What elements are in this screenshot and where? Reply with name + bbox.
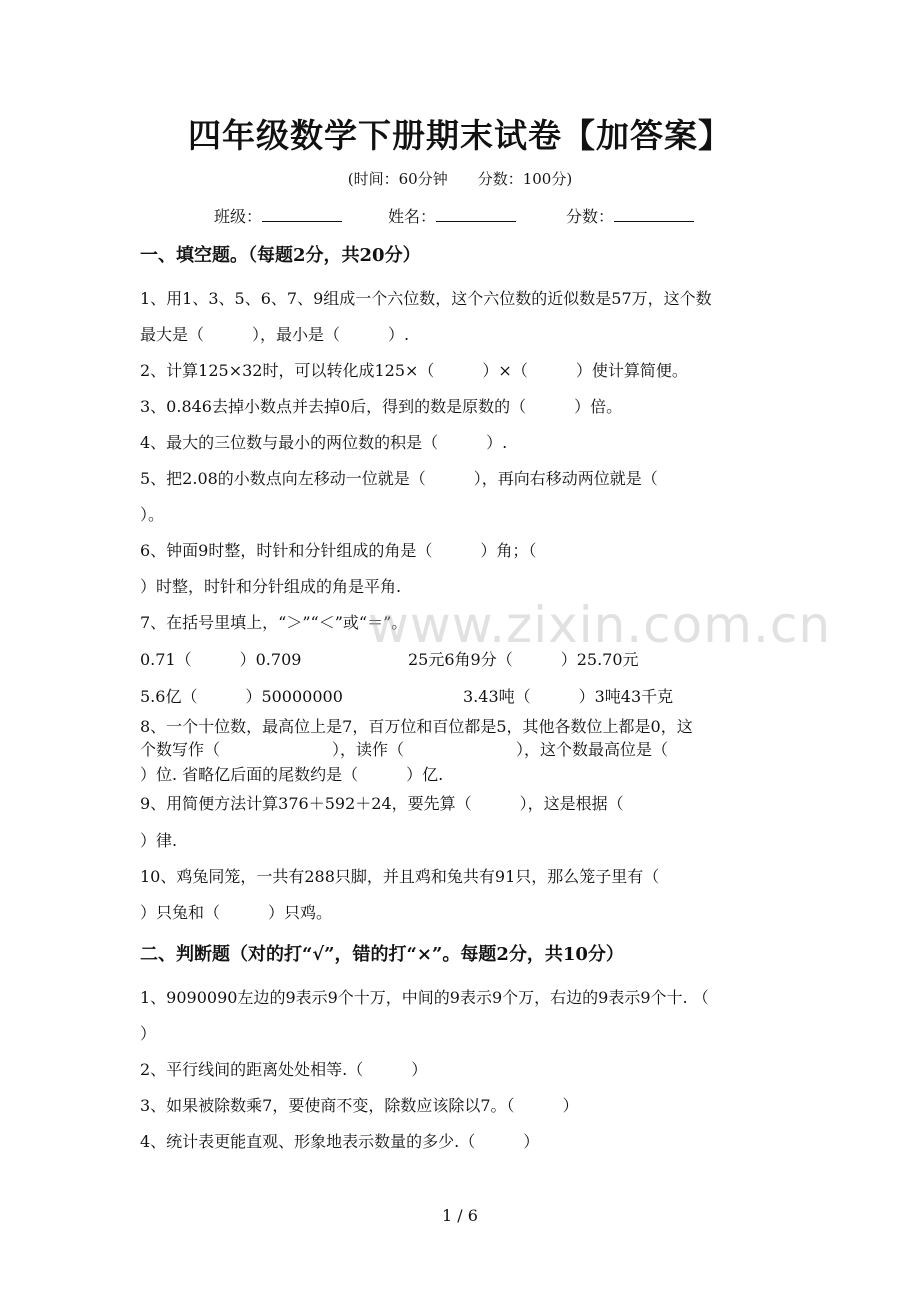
judgment-line: ）: [140, 1024, 157, 1043]
question-line: 9、用简便方法计算376＋592＋24，要先算（ ），这是根据（: [140, 794, 624, 813]
question-line: 个数写作（ ），读作（ ），这个数最高位是（: [140, 740, 669, 759]
comparison-item: 3.43吨（ ）3吨43千克: [463, 687, 674, 706]
name-field: [388, 204, 516, 227]
question-line: ）时整，时针和分针组成的角是平角.: [140, 577, 402, 596]
question-line: 2、计算125×32时，可以转化成125×（ ）×（ ）使计算简便。: [140, 361, 688, 380]
comparison-item: 5.6亿（ ）50000000: [140, 687, 343, 706]
score-field: [566, 204, 694, 227]
section2-heading: 二、判断题（对的打“√”，错的打“×”。每题2分，共10分）: [140, 944, 624, 965]
question-line: 1、用1、3、5、6、7、9组成一个六位数，这个六位数的近似数是57万，这个数: [140, 289, 712, 308]
comparison-item: 0.71（ ）0.709: [140, 650, 302, 669]
score-label: 分数：: [566, 207, 615, 226]
question-line: ）位. 省略亿后面的尾数约是（ ）亿.: [140, 765, 444, 784]
class-field: [214, 204, 342, 227]
class-label: 班级：: [214, 207, 263, 226]
page-number: 1 / 6: [442, 1206, 478, 1225]
judgment-line: 1、9090090左边的9表示9个十万，中间的9表示9个万，右边的9表示9个十. （: [140, 988, 709, 1007]
comparison-item: 25元6角9分（ ）25.70元: [408, 650, 639, 669]
name-blank: [436, 207, 516, 222]
question-line: 5、把2.08的小数点向左移动一位就是（ ），再向右移动两位就是（: [140, 469, 658, 488]
question-line: 6、钟面9时整，时针和分针组成的角是（ ）角；（: [140, 541, 537, 560]
section1-heading: 一、填空题。（每题2分，共20分）: [140, 245, 421, 266]
question-line: ）。: [140, 505, 165, 524]
page-title: 四年级数学下册期末试卷【加答案】: [188, 116, 732, 155]
question-line: ）律.: [140, 831, 178, 850]
question-line: 4、最大的三位数与最小的两位数的积是（ ）.: [140, 433, 508, 452]
score-blank: [614, 207, 694, 222]
exam-subtitle: (时间：60分钟 分数：100分): [347, 170, 573, 188]
question-line: 3、0.846去掉小数点并去掉0后，得到的数是原数的（ ）倍。: [140, 397, 623, 416]
judgment-line: 4、统计表更能直观、形象地表示数量的多少.（ ）: [140, 1132, 540, 1151]
judgment-line: 3、如果被除数乘7，要使商不变，除数应该除以7。（ ）: [140, 1096, 579, 1115]
name-label: 姓名：: [388, 207, 437, 226]
question-line: 最大是（ ），最小是（ ）.: [140, 325, 410, 344]
question-line: 10、鸡兔同笼，一共有288只脚，并且鸡和兔共有91只，那么笼子里有（: [140, 867, 660, 886]
watermark: www.zixin.com.cn: [368, 596, 832, 654]
question-line: 8、一个十位数，最高位上是7，百万位和百位都是5，其他各数位上都是0，这: [140, 717, 693, 736]
question-line: 7、在括号里填上，“＞”“＜”或“＝”。: [140, 613, 408, 632]
question-line: ）只兔和（ ）只鸡。: [140, 903, 333, 922]
class-blank: [262, 207, 342, 222]
judgment-line: 2、平行线间的距离处处相等.（ ）: [140, 1060, 428, 1079]
